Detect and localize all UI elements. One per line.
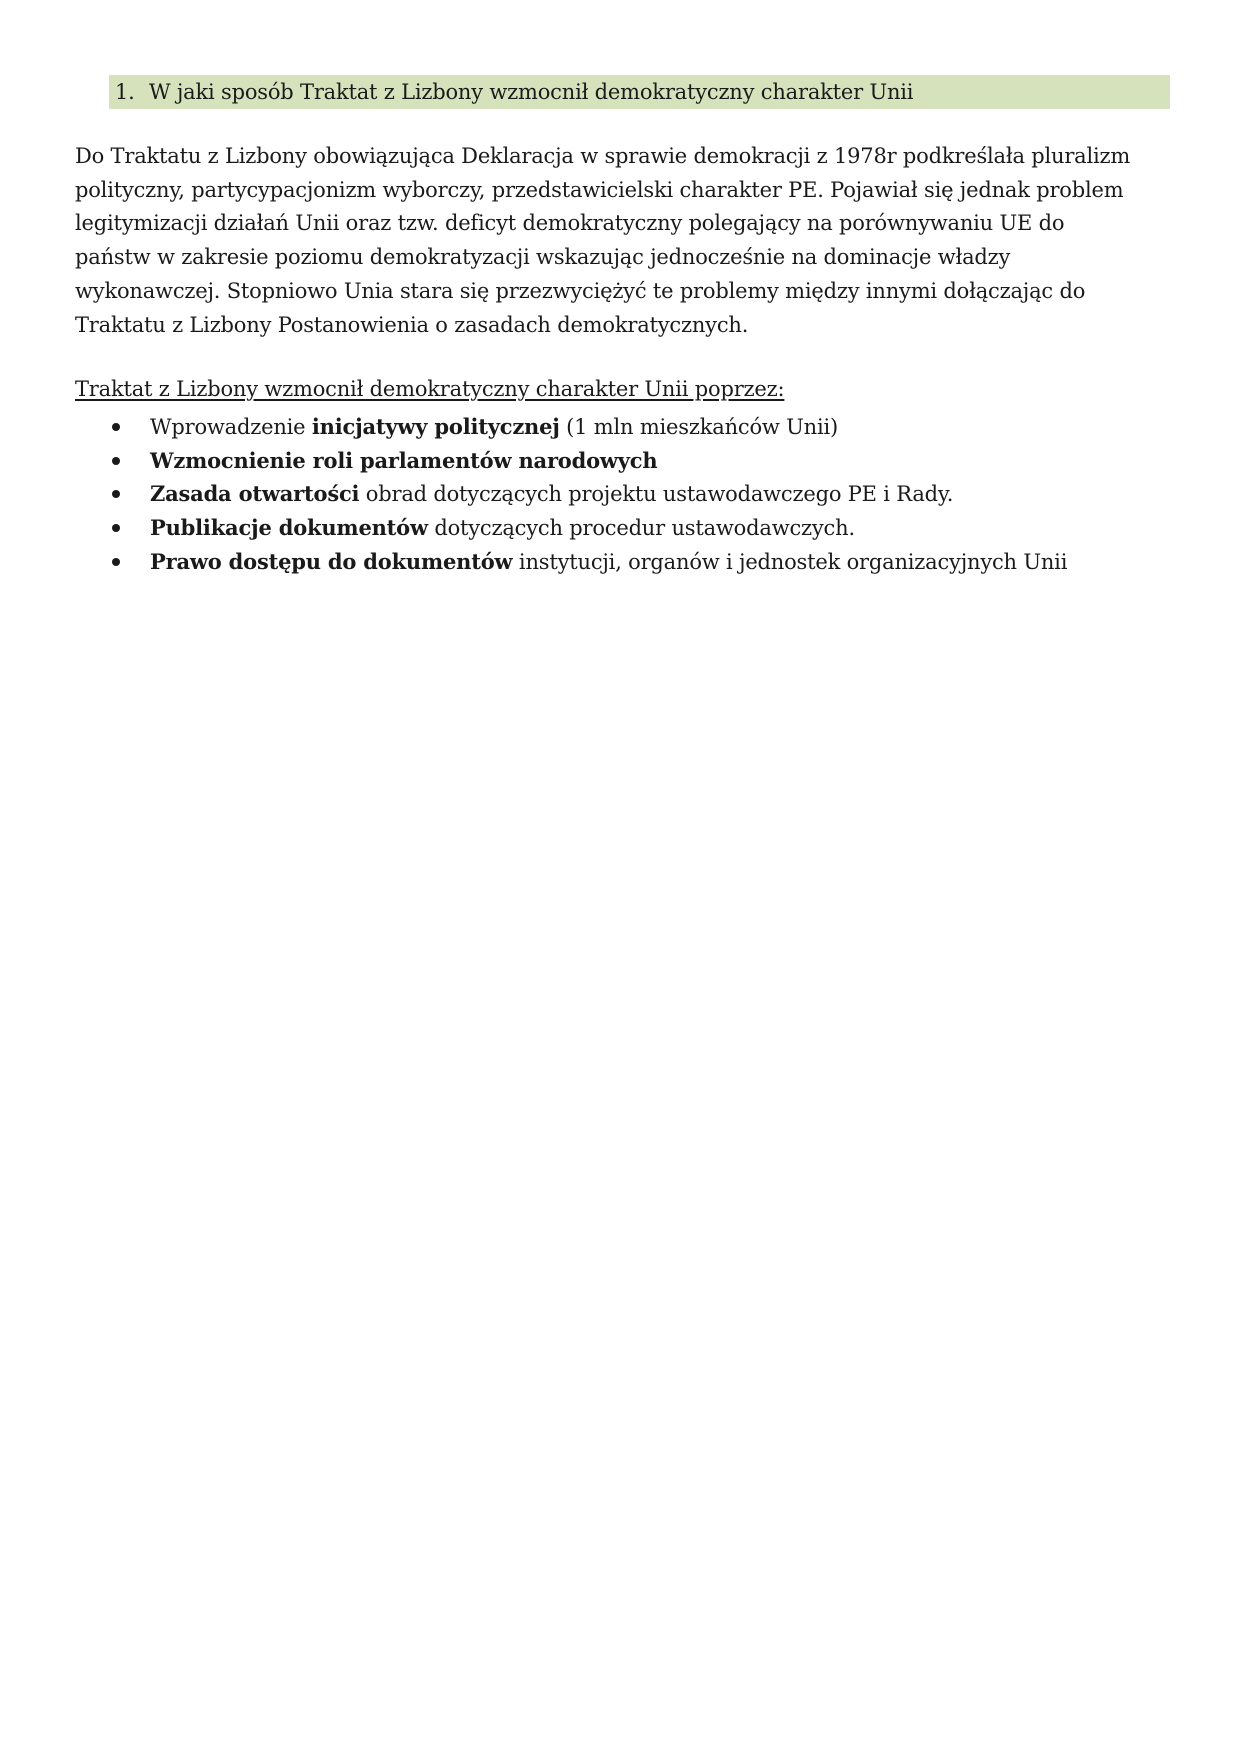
paragraph-line: państw w zakresie poziomu demokratyzacji wskazując jednocześnie na dominacje władzy xyxy=(75,245,1011,270)
list-title: Traktat z Lizbony wzmocnił demokratyczny charakter Unii poprzez: xyxy=(75,377,785,401)
list-item xyxy=(0,477,1240,511)
list-item-text xyxy=(150,444,657,479)
bullet-icon xyxy=(112,457,120,465)
item-text-regular: Wprowadzenie xyxy=(150,415,312,439)
list-item xyxy=(0,545,1240,579)
item-text-bold: Prawo dostępu do dokumentów xyxy=(150,548,513,574)
bullet-icon xyxy=(112,423,120,431)
heading-number: 1. xyxy=(115,80,135,104)
paragraph-line: Traktatu z Lizbony Postanowienia o zasadach demokratycznych. xyxy=(75,312,749,337)
list-item xyxy=(0,410,1240,444)
list-item xyxy=(0,444,1240,478)
bullet-icon xyxy=(112,490,120,498)
paragraph-line: wykonawczej. Stopniowo Unia stara się przezwyciężyć te problemy między innymi dołączając do xyxy=(75,278,1086,303)
bullet-icon xyxy=(112,558,120,566)
heading-text: W jaki sposób Traktat z Lizbony wzmocnił demokratyczny charakter Unii xyxy=(149,80,914,104)
question-heading xyxy=(109,75,1170,109)
item-text-regular: (1 mln mieszkańców Unii) xyxy=(559,415,838,439)
paragraph-line: polityczny, partycypacjonizm wyborczy, przedstawicielski charakter PE. Pojawiał się jednak problem xyxy=(75,177,1124,202)
list-item-text xyxy=(150,477,953,512)
body-paragraph xyxy=(75,140,1175,342)
item-text-regular: obrad dotyczących projektu ustawodawczego PE i Rady. xyxy=(359,482,954,507)
list-item-text xyxy=(150,545,1067,580)
item-text-regular: dotyczących procedur ustawodawczych. xyxy=(427,516,855,541)
item-text-bold: Publikacje dokumentów xyxy=(150,515,428,541)
list-item-text xyxy=(150,410,838,445)
item-text-bold: Wzmocnienie roli parlamentów narodowych xyxy=(150,447,658,473)
bullet-list xyxy=(0,410,1240,578)
paragraph-line: Do Traktatu z Lizbony obowiązująca Deklaracja w sprawie demokracji z 1978r podkreślała pluralizm xyxy=(75,144,1131,168)
list-item-text xyxy=(150,511,855,546)
item-text-bold: Zasada otwartości xyxy=(150,481,360,507)
paragraph-line: legitymizacji działań Unii oraz tzw. deficyt demokratyczny polegający na porównywaniu UE do xyxy=(75,211,1065,236)
item-text-regular: instytucji, organów i jednostek organizacyjnych Unii xyxy=(512,549,1068,574)
item-text-bold: inicjatywy politycznej xyxy=(311,414,560,439)
bullet-icon xyxy=(112,524,120,532)
list-item xyxy=(0,511,1240,545)
